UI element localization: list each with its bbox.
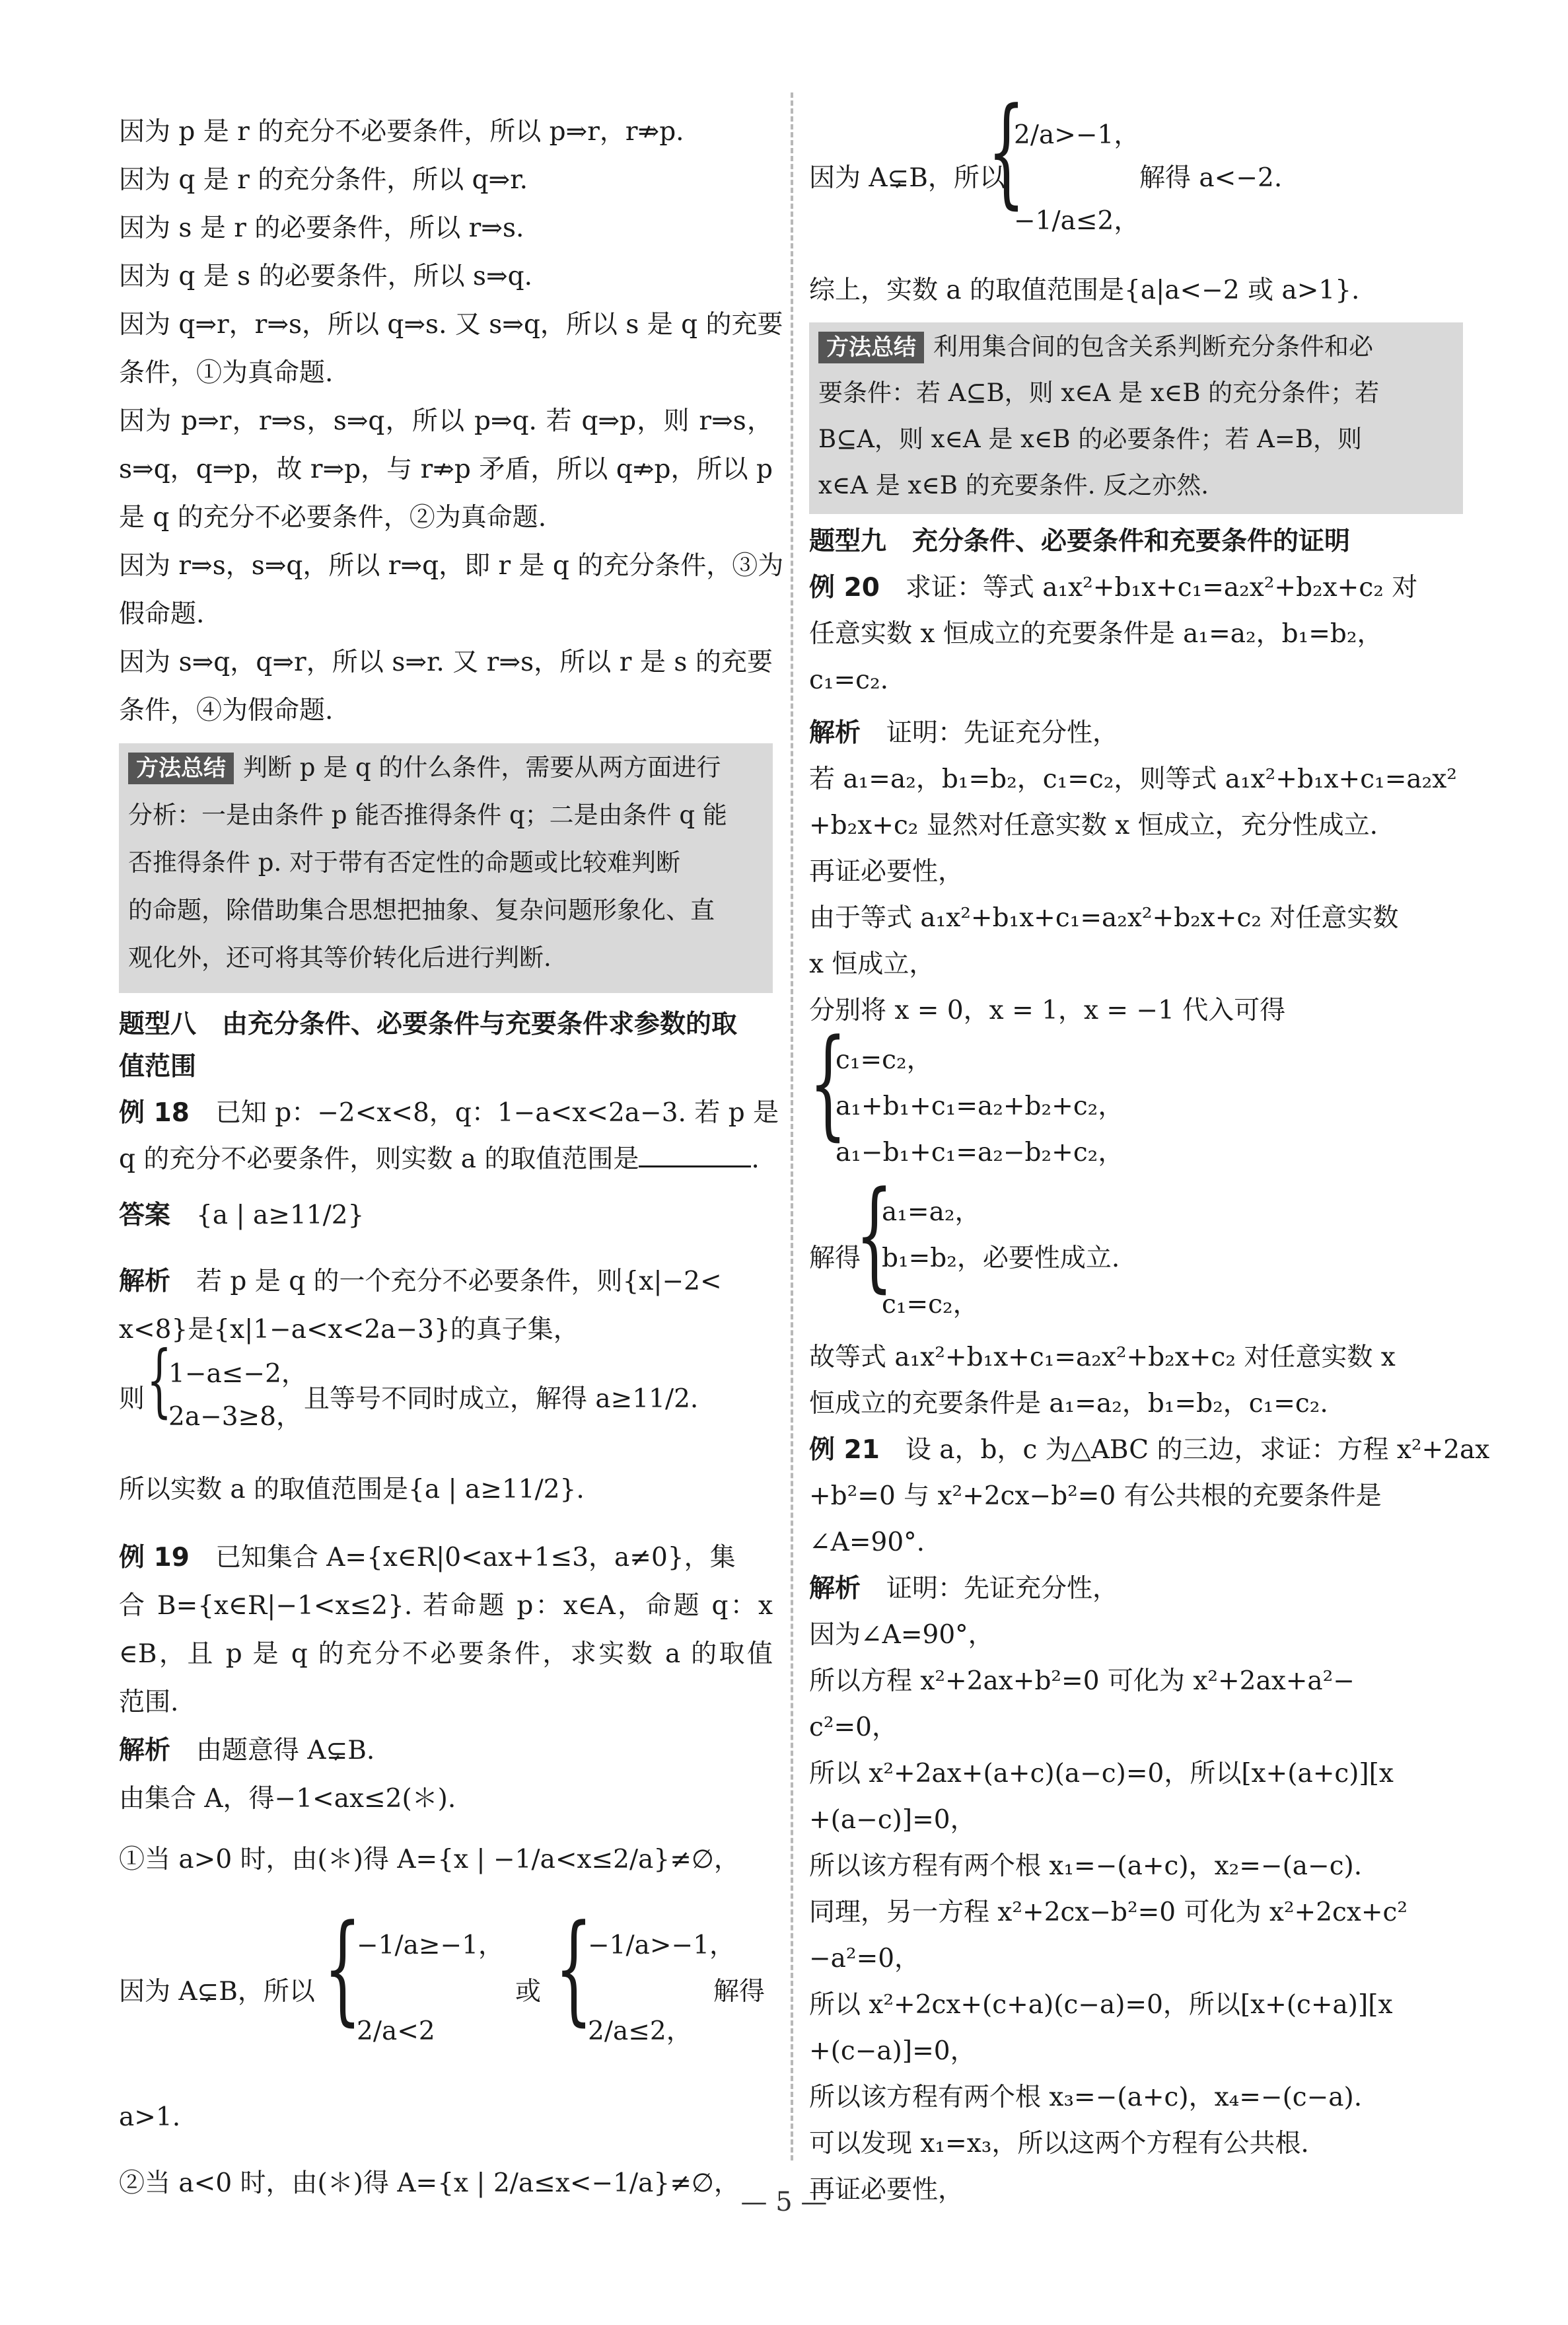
solution-text: −a²=0， [809,1944,921,1974]
example-label: 例 18 [119,1098,190,1128]
solution-text: 分别将 x = 0，x = 1，x = −1 代入可得 [809,996,1286,1025]
example-text: ∈B，且 p 是 q 的充分不必要条件，求实数 a 的取值 [119,1639,773,1669]
solution-text: 若 p 是 q 的一个充分不必要条件，则{x|−2< [196,1267,722,1296]
brace-symbol: { [855,1166,894,1304]
system-line: 2/a≤2， [588,2016,692,2046]
solution-text: 解得 [713,1977,766,2007]
solution-text: x 恒成立， [809,949,935,979]
example-text: 范围. [119,1687,179,1717]
answer-text: {a | a≥11/2} [196,1200,365,1230]
solution-text: ②当 a<0 时，由(＊)得 A={x | 2/a≤x<−1/a}≠∅， [119,2168,740,2198]
example-text: 任意实数 x 恒成立的充要条件是 a₁=a₂，b₁=b₂， [809,619,1383,649]
text-line: 因为 p 是 r 的充分不必要条件，所以 p⇒r，r⇏p. [119,117,684,147]
solution-text: x<8}是{x|1−a<x<2a−3}的真子集， [119,1315,579,1345]
text-line: 是 q 的充分不必要条件，②为真命题. [119,503,547,533]
column-divider [791,92,793,2160]
text-line: s⇒q，q⇒p，故 r⇒p，与 r⇏p 矛盾，所以 q⇏p，所以 p [119,455,773,484]
solution-text: 综上，实数 a 的取值范围是{a|a<−2 或 a>1}. [809,276,1360,305]
text-line: 因为 s 是 r 的必要条件，所以 r⇒s. [119,213,524,243]
system-line: c₁=c₂， [882,1290,979,1319]
solution-text: ①当 a>0 时，由(＊)得 A={x | −1/a<x≤2/a}≠∅， [119,1845,740,1874]
method-text: B⊆A，则 x∈A 是 x∈B 的必要条件；若 A=B，则 [818,425,1363,453]
section-title: 值范围 [119,1052,197,1082]
system-line: a₁=a₂， [882,1197,981,1227]
answer-label: 答案 [119,1200,171,1230]
method-summary-box [119,743,773,993]
solution-text: c²=0， [809,1713,898,1742]
brace-symbol: { [987,83,1026,221]
solution-text: 所以该方程有两个根 x₃=−(a+c)，x₄=−(c−a). [809,2083,1363,2112]
method-text: 否推得条件 p. 对于带有否定性的命题或比较难判断 [128,848,680,877]
text-line: 因为 p⇒r，r⇒s，s⇒q，所以 p⇒q. 若 q⇒p，则 r⇒s， [119,406,773,436]
text-line: 条件，④为假命题. [119,696,334,725]
method-tag: 方法总结 [128,753,234,784]
solution-text: 恒成立的充要条件是 a₁=a₂，b₁=b₂，c₁=c₂. [809,1389,1328,1419]
example-label: 例 19 [119,1543,190,1572]
example-text: q 的充分不必要条件，则实数 a 的取值范围是 [119,1144,639,1174]
text-line: 因为 r⇒s，s⇒q，所以 r⇒q，即 r 是 q 的充分条件，③为 [119,551,784,581]
solution-label: 解析 [809,718,861,748]
section-title: 题型九 充分条件、必要条件和充要条件的证明 [809,527,1351,556]
text-line: 假命题. [119,599,205,629]
solution-text: 则 [119,1384,145,1414]
solution-text: 解得 a<−2. [1139,163,1283,193]
example-text: ∠A=90°. [809,1528,925,1557]
system-line: −1/a>−1， [588,1931,736,1960]
example-text: 设 a，b，c 为△ABC 的三边，求证：方程 x²+2ax [905,1435,1490,1465]
solution-text: 由于等式 a₁x²+b₁x+c₁=a₂x²+b₂x+c₂ 对任意实数 [809,903,1399,933]
system-line: −1/a≥−1， [357,1931,505,1960]
solution-text: 由题意得 A⊊B. [196,1736,375,1765]
text-line: 因为 q 是 r 的充分条件，所以 q⇒r. [119,165,528,195]
brace-symbol: { [147,1335,172,1426]
solution-text: 所以 x²+2ax+(a+c)(a−c)=0，所以[x+(a+c)][x [809,1759,1394,1789]
solution-text: 因为 A⊊B，所以 [809,163,1005,193]
solution-text: +b₂x+c₂ 显然对任意实数 x 恒成立，充分性成立. [809,811,1378,840]
system-line: c₁=c₂， [836,1045,933,1075]
solution-text: 证明：先证充分性， [886,718,1119,748]
system-line: 2/a<2 [357,2016,435,2046]
text-line: 条件，①为真命题. [119,358,334,388]
example-label: 例 20 [809,573,880,603]
example-text: 已知 p：−2<x<8，q：1−a<x<2a−3. 若 p 是 [215,1098,779,1128]
solution-text: 所以 x²+2cx+(c+a)(c−a)=0，所以[x+(c+a)][x [809,1990,1393,2020]
page-number: — 5 — [740,2187,828,2217]
example-text: 合 B={x∈R|−1<x≤2}. 若命题 p：x∈A，命题 q：x [119,1591,773,1621]
solution-text: +(c−a)]=0， [809,2036,976,2066]
example-text: c₁=c₂. [809,665,889,695]
brace-symbol: { [324,1900,362,2038]
system-line: 2/a>−1， [1014,120,1140,150]
method-text: 观化外，还可将其等价转化后进行判断. [128,943,552,972]
method-text: 的命题，除借助集合思想把抽象、复杂问题形象化、直 [128,896,715,924]
solution-text: 可以发现 x₁=x₃，所以这两个方程有公共根. [809,2129,1309,2159]
solution-text: 若 a₁=a₂，b₁=b₂，c₁=c₂，则等式 a₁x²+b₁x+c₁=a₂x² [809,764,1457,794]
text-line: 因为 q⇒r，r⇒s，所以 q⇒s. 又 s⇒q，所以 s 是 q 的充要 [119,310,783,340]
method-text: 要条件：若 A⊆B，则 x∈A 是 x∈B 的充分条件；若 [818,379,1380,407]
solution-text: 由集合 A，得−1<ax≤2(＊). [119,1784,456,1814]
solution-text: 再证必要性， [809,2175,964,2205]
solution-text: 因为 A⊊B，所以 [119,1977,315,2007]
solution-text: +(a−c)]=0， [809,1805,976,1835]
solution-label: 解析 [119,1736,171,1765]
solution-text: a>1. [119,2102,181,2132]
text-line: 因为 s⇒q，q⇒r，所以 s⇒r. 又 r⇒s，所以 r 是 s 的充要 [119,647,773,677]
method-tag: 方法总结 [818,332,924,363]
example-text: 求证：等式 a₁x²+b₁x+c₁=a₂x²+b₂x+c₂ 对 [905,573,1418,603]
solution-text: 所以该方程有两个根 x₁=−(a+c)，x₂=−(a−c). [809,1851,1363,1881]
solution-label: 解析 [119,1267,171,1296]
example-text: +b²=0 与 x²+2cx−b²=0 有公共根的充要条件是 [809,1481,1382,1511]
solution-text: 同理，另一方程 x²+2cx−b²=0 可化为 x²+2cx+c² [809,1898,1408,1927]
solution-text: 解得 [809,1243,861,1273]
system-line: 2a−3≥8， [168,1402,303,1432]
brace-symbol: { [809,1014,847,1152]
system-line: b₁=b₂，必要性成立. [882,1243,1120,1273]
section-title: 题型八 由充分条件、必要条件与充要条件求参数的取 [119,1010,738,1039]
solution-label: 解析 [809,1574,861,1604]
solution-text: 所以实数 a 的取值范围是{a | a≥11/2}. [119,1475,585,1504]
solution-text: 再证必要性， [809,857,964,887]
solution-text: 或 [515,1977,542,2007]
system-line: 1−a≤−2， [168,1359,307,1389]
brace-symbol: { [555,1900,593,2038]
system-line: a₁−b₁+c₁=a₂−b₂+c₂， [836,1138,1124,1167]
text-line: 因为 q 是 s 的必要条件，所以 s⇒q. [119,262,533,291]
answer-blank [639,1142,751,1167]
method-text: 分析：一是由条件 p 能否推得条件 q；二是由条件 q 能 [128,801,727,829]
method-text: 判断 p 是 q 的什么条件，需要从两方面进行 [243,753,721,782]
system-line: −1/a≤2， [1014,206,1140,236]
method-summary-box [809,322,1463,514]
solution-text: 证明：先证充分性， [886,1574,1119,1604]
example-label: 例 21 [809,1435,880,1465]
solution-text: 故等式 a₁x²+b₁x+c₁=a₂x²+b₂x+c₂ 对任意实数 x [809,1343,1396,1372]
solution-text: 所以方程 x²+2ax+b²=0 可化为 x²+2ax+a²− [809,1666,1355,1696]
solution-text: 因为∠A=90°， [809,1620,994,1650]
method-text: x∈A 是 x∈B 的充要条件. 反之亦然. [818,471,1209,499]
method-text: 利用集合间的包含关系判断充分条件和必 [933,332,1373,361]
system-line: a₁+b₁+c₁=a₂+b₂+c₂， [836,1091,1124,1121]
example-text: 已知集合 A={x∈R|0<ax+1≤3，a≠0}，集 [215,1543,736,1572]
solution-text: 且等号不同时成立，解得 a≥11/2. [304,1384,699,1414]
